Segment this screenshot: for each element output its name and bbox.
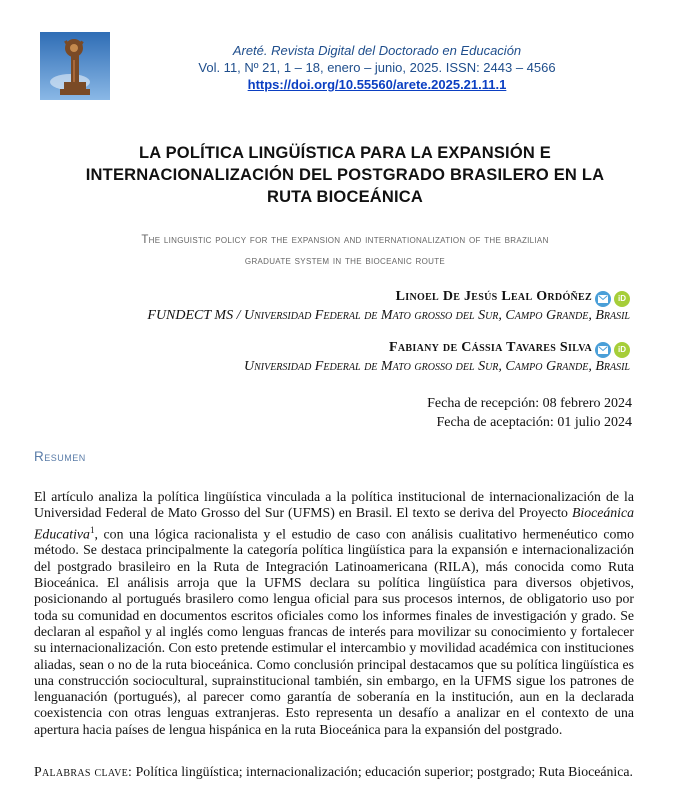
author-block-1: [147, 288, 630, 325]
mail-icon[interactable]: [595, 342, 611, 358]
received-date: Fecha de recepción: 08 febrero 2024: [427, 396, 632, 411]
article-title: [60, 142, 630, 208]
abstract-text: [34, 489, 634, 738]
orcid-icon[interactable]: iD: [614, 291, 630, 307]
title-line: LA POLÍTICA LINGÜÍSTICA PARA LA EXPANSIÓN E: [139, 144, 551, 162]
subtitle-line: graduate system in the bioceanic route: [244, 255, 446, 267]
title-line: RUTA BIOCEÁNICA: [266, 188, 424, 206]
footnote-ref[interactable]: 1: [89, 524, 95, 535]
doi-link[interactable]: https://doi.org/10.55560/arete.2025.21.11.1: [247, 77, 507, 92]
abstract-heading: Resumen: [34, 449, 86, 464]
author-name: Fabiany de Cássia Tavares Silva: [389, 340, 592, 355]
abstract-part: El artículo analiza la política lingüística vinculada a la política institucional de internacionalización de la Universidad Federal de Mato Grosso del Sur (UFMS) en Brasil. El texto se deriva del Proyecto: [34, 489, 634, 521]
mail-icon[interactable]: [595, 291, 611, 307]
journal-header: [112, 42, 642, 93]
author-affiliation: [147, 307, 630, 325]
keywords-label: Palabras clave:: [34, 764, 133, 779]
abstract-part: , con una lógica racionalista y el estudio de caso con análisis cualitativo hermenéutico como método. Se destaca principalmente la categoría política lingüística para la expansión e internacionalización del postgrado brasileiro en la Ruta de Integración Latinoamericana (RILA), más conocida como Ruta Bioceánica. El análisis arroja que la UFMS declara su política lingüística para diversos objetivos, posicionando al portugués brasilero como lengua oficial para sus procesos internos, de obligatorio uso por toda su comunidad en documentos escritos oficiales como los informes finales de investigación y grado. Se declaran al español y al inglés como lenguas francas de interés para movilizar su conocimiento y fortalecer su internacionalización. Con esto pretende estimular el intercambio y movilidad académica con instituciones aliadas, sean o no de la ruta bioceánica. Como conclusión principal destacamos que su política lingüística es una construcción sociocultural, suprainstitucional también, sin embargo, en la UFMS sigue los patrones de lenguanación (portugués), al parecer como garantía de soberanía en la institución, aun en la declarada coexistencia con otras lenguas extranjeras. Esto representa un desafío a analizar en el contexto de una apertura hacia países de lengua hispánica en la ruta Bioceánica para la expansión del postgrado.: [34, 526, 634, 737]
orcid-icon[interactable]: iD: [614, 342, 630, 358]
article-dates: [427, 394, 632, 432]
project-name: Bioceánica Educativa: [34, 505, 634, 542]
journal-logo: [40, 32, 110, 100]
journal-name: Areté. Revista Digital del Doctorado en Educación: [232, 43, 522, 58]
author-name: Linoel De Jesús Leal Ordóñez: [395, 289, 592, 304]
affiliation-name: Universidad Federal de Mato grosso del Sur, Campo Grande, Brasil: [243, 308, 630, 323]
accepted-date: Fecha de aceptación: 01 julio 2024: [436, 415, 632, 430]
author-block-2: [244, 339, 630, 376]
volume-info: Vol. 11, Nº 21, 1 – 18, enero – junio, 2025. ISSN: 2443 – 4566: [198, 60, 556, 75]
title-line: INTERNACIONALIZACIÓN DEL POSTGRADO BRASILERO EN LA: [85, 166, 605, 184]
subtitle-line: The linguistic policy for the expansion and internationalization of the brazilian: [141, 234, 549, 246]
english-title: [30, 230, 660, 272]
affiliation-prefix: FUNDECT MS /: [147, 308, 244, 323]
keywords: [34, 764, 634, 780]
keywords-text: Política lingüística; internacionalización; educación superior; postgrado; Ruta Bioceánica.: [132, 764, 633, 779]
author-affiliation: Universidad Federal de Mato grosso del Sur, Campo Grande, Brasil: [243, 359, 630, 374]
